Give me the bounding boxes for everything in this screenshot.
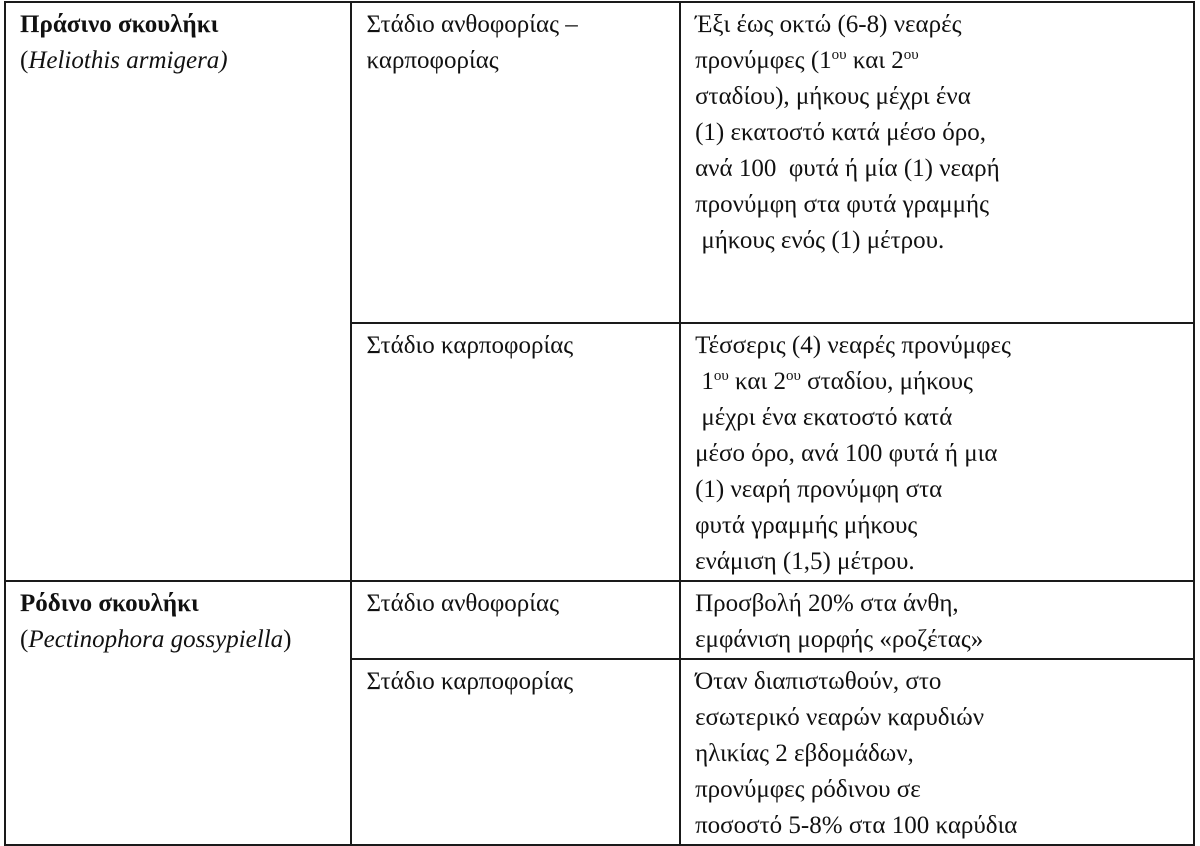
stage-line: Στάδιο καρποφορίας	[366, 332, 574, 359]
threshold-line: Έξι έως οκτώ (6-8) νεαρές	[695, 11, 962, 38]
pest-name: Ρόδινο σκουλήκι	[20, 590, 199, 617]
pest-cell	[5, 2, 351, 581]
stage-cell	[351, 581, 680, 659]
stage-line: Στάδιο ανθοφορίας	[366, 590, 559, 617]
threshold-line: ηλικίας 2 εβδομάδων,	[695, 740, 914, 767]
threshold-line: μήκους ενός (1) μέτρου.	[695, 227, 945, 254]
threshold-line: προνύμφες ρόδινου σε	[695, 776, 921, 803]
pest-cell	[5, 581, 351, 845]
pest-name: Πράσινο σκουλήκι	[20, 11, 219, 38]
table-row	[5, 581, 1194, 659]
table-row	[5, 2, 1194, 323]
threshold-line: Τέσσερις (4) νεαρές προνύμφες	[695, 332, 1011, 359]
threshold-line: σταδίου), μήκους μέχρι ένα	[695, 83, 971, 110]
pest-latin-name: (Heliothis armigera)	[20, 47, 228, 74]
threshold-cell	[680, 581, 1194, 659]
threshold-line: (1) νεαρή προνύμφη στα	[695, 476, 943, 503]
stage-line: Στάδιο ανθοφορίας –	[366, 11, 578, 38]
threshold-line: προνύμφες ($1^{o\upsilon}$ και $2^{o\upsilon}$	[695, 47, 919, 74]
pest-latin-name: (Pectinophora gossypiella)	[20, 626, 292, 653]
stage-cell	[351, 659, 680, 845]
threshold-line: μέχρι ένα εκατοστό κατά	[695, 404, 953, 431]
threshold-table	[4, 1, 1195, 846]
stage-cell	[351, 2, 680, 323]
threshold-line: ποσοστό 5-8% στα 100 καρύδια	[695, 812, 1018, 839]
threshold-cell	[680, 659, 1194, 845]
threshold-cell	[680, 2, 1194, 323]
stage-line: καρποφορίας	[366, 47, 499, 74]
threshold-line: προνύμφη στα φυτά γραμμής	[695, 191, 989, 218]
threshold-cell	[680, 323, 1194, 581]
threshold-line: Προσβολή 20% στα άνθη,	[695, 590, 959, 617]
stage-line: Στάδιο καρποφορίας	[366, 668, 574, 695]
threshold-line: εσωτερικό νεαρών καρυδιών	[695, 704, 985, 731]
threshold-line: εμφάνιση μορφής «ροζέτας»	[695, 626, 984, 653]
threshold-line: Όταν διαπιστωθούν, στο	[695, 668, 942, 695]
stage-cell	[351, 323, 680, 581]
threshold-line: ενάμιση (1,5) μέτρου.	[695, 548, 915, 575]
threshold-line: $1^{o\upsilon}$ και $2^{o\upsilon}$ σταδίου, μήκους	[695, 368, 973, 395]
threshold-line: μέσο όρο, ανά 100 φυτά ή μια	[695, 440, 998, 467]
threshold-line: (1) εκατοστό κατά μέσο όρο,	[695, 119, 986, 146]
threshold-line: φυτά γραμμής μήκους	[695, 512, 918, 539]
threshold-line: ανά 100 φυτά ή μία (1) νεαρή	[695, 155, 1000, 182]
